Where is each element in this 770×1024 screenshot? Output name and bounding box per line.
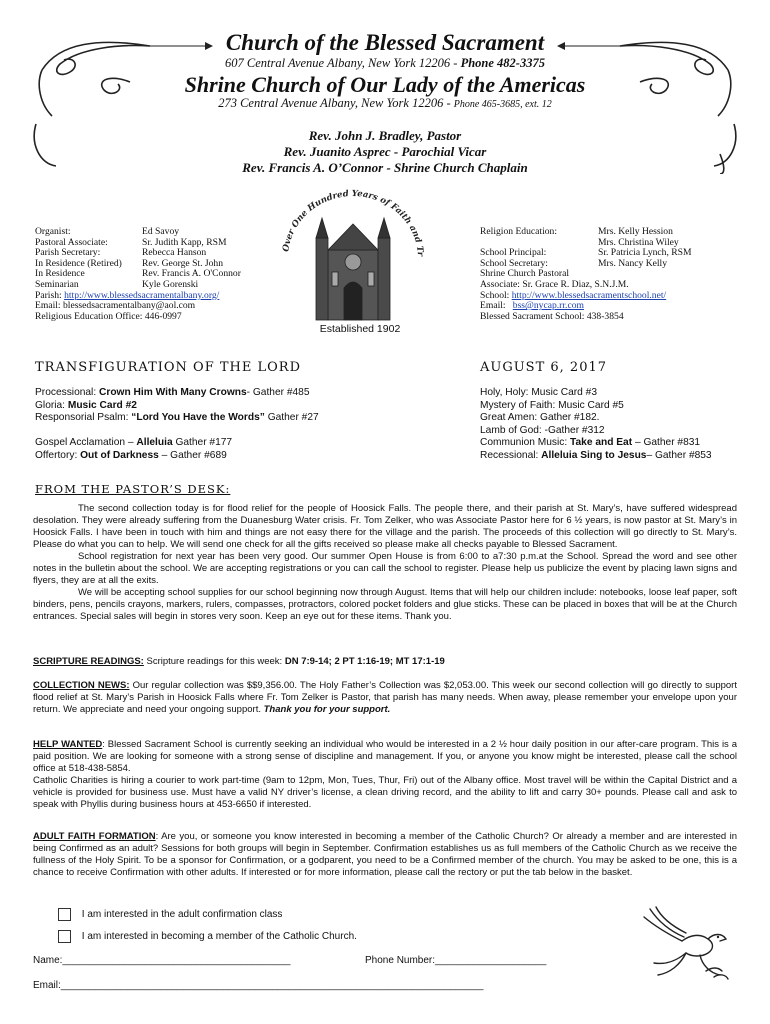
staff-role: Seminarian	[35, 278, 79, 290]
clergy-pastor: Rev. John J. Bradley, Pastor	[308, 128, 462, 143]
collection-heading: COLLECTION NEWS:	[33, 680, 130, 691]
music-item: Recessional: Alleluia Sing to Jesus– Gather #853	[480, 449, 712, 461]
staff-name: Rev. George St. John	[142, 257, 224, 269]
established-year: Established 1902	[319, 323, 401, 335]
re-office-phone: Religious Education Office: 446-0997	[35, 310, 182, 322]
dove-illustration	[640, 905, 740, 985]
shrine-address: 273 Central Avenue Albany, New York 12206 -	[218, 96, 454, 110]
adult-faith-formation	[33, 831, 737, 879]
school-email-label: Email:	[480, 300, 513, 312]
school-url-link[interactable]: http://www.blessedsacramentschool.net/	[511, 289, 667, 301]
church-address: 607 Central Avenue Albany, New York 12206 -	[225, 56, 461, 70]
music-item: Lamb of God: -Gather #312	[480, 424, 605, 436]
staff-name: Rebecca Hanson	[142, 247, 207, 259]
staff-role: School Secretary:	[480, 257, 548, 269]
paragraph: The second collection today is for flood relief for the people of Hoosick Falls. The people there, and their parish at St. Mary’s, have suffered widespread desolation. They were already suffering from the Duanesburg Water crisis. Fr. Tom Zelker, who was Associate Pastor here for 6 ½ years, is now pastor at St. Mary’s in Hoosick Falls. I have been in touch with him and things are not easy there for the village and the parish. The proceeds of this collection will go directly to St. Mary’s. Please do what you can to help. We will send one check for all the gifts received so please make all checks payable to Blessed Sacrament.	[33, 503, 737, 550]
music-item: Gloria: Music Card #2	[35, 399, 137, 411]
music-item: Gospel Acclamation – Alleluia Gather #177	[35, 437, 233, 449]
pastors-desk-heading: FROM THE PASTOR’S DESK:	[35, 482, 231, 496]
parish-url-link[interactable]: http://www.blessedsacramentalbany.org/	[64, 289, 220, 301]
staff-role: Pastoral Associate:	[35, 236, 108, 248]
help-wanted-heading: HELP WANTED	[33, 739, 103, 750]
music-right-list	[480, 387, 765, 463]
name-field[interactable]: Name:_________________________________________	[33, 955, 291, 966]
pastors-desk-body	[33, 503, 737, 623]
collection-news	[33, 680, 737, 716]
staff-row	[480, 227, 760, 238]
church-seal	[268, 180, 438, 330]
school-phone: Blessed Sacrament School: 438-3854	[480, 310, 624, 322]
confirmation-option	[58, 908, 282, 921]
scripture-text: Scripture readings for this week:	[143, 656, 285, 667]
church-name: Church of the Blessed Sacrament	[225, 30, 545, 55]
staff-name: Mrs. Christina Wiley	[598, 236, 679, 248]
music-item: Great Amen: Gather #182.	[480, 412, 600, 424]
music-item: Holy, Holy: Music Card #3	[480, 387, 598, 398]
school-email-link[interactable]: bss@nycap.rr.com	[512, 300, 584, 312]
help-wanted	[33, 739, 737, 811]
staff-name: Sr. Patricia Lynch, RSM	[598, 247, 692, 259]
school-label: School:	[480, 289, 512, 301]
music-left-list	[35, 387, 455, 463]
scripture-heading: SCRIPTURE READINGS:	[33, 656, 144, 667]
staff-role: Parish Secretary:	[35, 247, 101, 259]
membership-label: I am interested in becoming a member of the Catholic Church.	[81, 931, 357, 943]
staff-role: In Residence (Retired)	[35, 257, 122, 269]
church-address-line	[0, 56, 770, 71]
scripture-readings	[33, 656, 737, 668]
dove-icon	[640, 905, 740, 985]
parish-email: Email: blessedsacramentalbany@aol.com	[35, 300, 196, 312]
paragraph: We will be accepting school supplies for our school beginning now through August. Items that will help our children include: notebooks, loose leaf paper, soft binders, pens, pencils crayons, markers, rulers, compasses, protractors, colored pocket folders and glue sticks. These can be placed in boxes that will be at the Church entrances. Special sales will begin in stores very soon. Keep an eye out for these items. Thank you.	[33, 587, 737, 622]
phone-field[interactable]: Phone Number:____________________	[365, 955, 547, 966]
feast-date: AUGUST 6, 2017	[480, 360, 608, 375]
music-spacer	[35, 425, 455, 438]
staff-row	[35, 227, 265, 238]
music-item: Offertory: Out of Darkness – Gather #689	[35, 449, 227, 461]
email-field[interactable]: Email:____________________________________________________________________________	[33, 980, 484, 991]
music-item: Mystery of Faith: Music Card #5	[480, 399, 624, 411]
music-item: Responsorial Psalm: “Lord You Have the Words” Gather #27	[35, 412, 319, 424]
staff-name: Ed Savoy	[142, 226, 180, 237]
membership-option	[58, 930, 357, 943]
staff-role: School Principal:	[480, 247, 547, 259]
shrine-address-line	[0, 96, 770, 111]
staff-role: Religion Education:	[480, 226, 558, 237]
collection-thanks: Thank you for your support.	[263, 704, 391, 715]
music-item: Processional: Crown Him With Many Crowns- Gather #485	[35, 387, 310, 398]
adult-faith-text: : Are you, or someone you know interested in becoming a member of the Catholic Church? Or already a member and are interested in being Confirmed as an adult? Sessions for both groups will begin in September. Confirmation establishes us as full members of the Catholic Church as we receive the fullness of the Holy Spirit. To be a sponsor for Confirmation, or a godparent, you need to be a Confirmed member of the church. You may be asked to be one, this is a chance to receive Confirmation with other adults. If interested or for more information, please call the rectory or put the tab below in the basket.	[33, 831, 737, 878]
staff-name: Mrs. Nancy Kelly	[598, 257, 668, 269]
paragraph: Catholic Charities is hiring a courier to work part-time (9am to 12pm, Mon, Tues, Thur, Fri) out of the Albany office. Most travel will be within the Capital District and a vehicle is provided for business use. Must have a valid NY driver’s license, a clean driving record, and the ability to lift and carry 30+ pounds. Please call and ask to speak with Phyllis during business hours at 453-6650 if interested.	[33, 775, 737, 810]
feast-title: TRANSFIGURATION OF THE LORD	[35, 360, 302, 375]
membership-checkbox[interactable]	[58, 930, 71, 943]
music-item: Communion Music: Take and Eat – Gather #831	[480, 437, 701, 449]
staff-name: Rev. Francis A. O'Connor	[142, 268, 241, 280]
seal-arc-text: Over One Hundred Years of Faith and Tr	[281, 188, 426, 257]
adult-faith-heading: ADULT FAITH FORMATION	[33, 831, 156, 842]
collection-text: Our regular collection was $$9,356.00. The Holy Father’s Collection was $2,053.00. This week our second collection will go directly to support flood relief at St. Mary’s Parish in Hoosick Falls where Fr. Tom Zelker is Pastor, that parish has many needs. When away, please remember your envelope upon your return. We appreciate and need your ongoing support.	[33, 680, 737, 715]
shrine-phone: Phone 465-3685, ext. 12	[453, 99, 552, 110]
staff-role: Organist:	[35, 226, 71, 237]
shrine-pastoral: Shrine Church Pastoral	[480, 268, 569, 280]
church-phone: Phone 482-3375	[460, 56, 545, 70]
shrine-associate: Associate: Sr. Grace R. Diaz, S.N.J.M.	[480, 278, 629, 290]
staff-left-list	[35, 227, 265, 322]
shrine-name: Shrine Church of Our Lady of the Americas	[184, 72, 586, 97]
staff-name: Sr. Judith Kapp, RSM	[142, 236, 227, 248]
staff-name: Kyle Gorenski	[142, 278, 199, 290]
paragraph: School registration for next year has been very good. Our summer Open House is from 6:00 to a7:30 p.m.at the School. Spread the word and see other notes in the bulletin about the school. We are accepting registrations or you can call the school to register. Please help us publicize the event by placing lawn signs and flyers, they are at all the exits.	[33, 551, 737, 586]
church-building-icon	[268, 180, 438, 330]
staff-name: Mrs. Kelly Hession	[598, 226, 673, 237]
staff-right-list	[480, 227, 760, 322]
scripture-refs: DN 7:9-14; 2 PT 1:16-19; MT 17:1-19	[284, 656, 445, 667]
clergy-chaplain: Rev. Francis A. O’Connor - Shrine Church Chaplain	[242, 160, 528, 175]
parish-label: Parish:	[35, 289, 65, 301]
confirmation-checkbox[interactable]	[58, 908, 71, 921]
help-wanted-text: : Blessed Sacrament School is currently seeking an individual who would be interested in a 2 ½ hour daily position in our after-care program. This is a paid position. We are looking for someone with a strong sense of discipline and management. If you, or anyone you know might be interested, please call the school office at 518-438-5854.	[33, 739, 738, 774]
clergy-vicar: Rev. Juanito Asprec - Parochial Vicar	[283, 144, 487, 159]
paragraph	[33, 739, 737, 775]
staff-role: In Residence	[35, 268, 85, 280]
confirmation-label: I am interested in the adult confirmation class	[81, 909, 283, 921]
